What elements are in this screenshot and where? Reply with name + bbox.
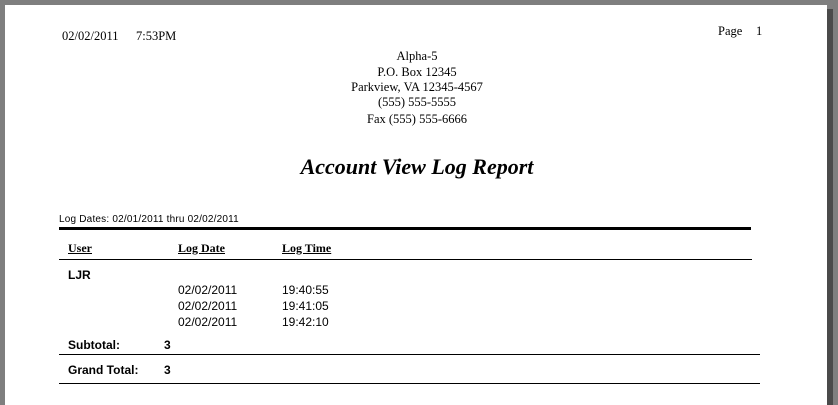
company-address1: P.O. Box 12345 [377, 65, 457, 79]
page-label: Page [718, 24, 743, 38]
column-header-log-date: Log Date [178, 241, 225, 255]
print-time: 7:53PM [136, 29, 177, 43]
table-row-date: 02/02/2011 [178, 299, 238, 313]
group-user: LJR [68, 268, 91, 282]
table-row-date: 02/02/2011 [178, 315, 238, 329]
header-rule [59, 227, 751, 230]
company-fax: Fax (555) 555-6666 [367, 112, 467, 126]
column-header-user: User [68, 241, 92, 255]
subtotal-label: Subtotal: [68, 338, 120, 352]
company-phone: (555) 555-5555 [377, 95, 457, 109]
table-row-date: 02/02/2011 [178, 283, 238, 297]
table-row-time: 19:42:10 [282, 315, 329, 329]
grand-total-label: Grand Total: [68, 363, 139, 377]
grand-total-rule [59, 383, 760, 384]
print-date: 02/02/2011 [62, 29, 119, 43]
grand-total-value: 3 [164, 363, 171, 377]
column-header-rule [59, 259, 752, 260]
column-header-log-time: Log Time [282, 241, 332, 255]
subtotal-rule [59, 354, 760, 355]
report-title: Account View Log Report [300, 154, 534, 179]
company-address2: Parkview, VA 12345-4567 [351, 80, 483, 94]
log-dates: Log Dates: 02/01/2011 thru 02/02/2011 [59, 214, 239, 225]
subtotal-value: 3 [164, 338, 171, 352]
table-row-time: 19:40:55 [282, 283, 329, 297]
page-number: 1 [756, 24, 763, 38]
company-name: Alpha-5 [396, 49, 438, 63]
page-shadow [827, 9, 833, 405]
report-page [5, 5, 827, 405]
table-row-time: 19:41:05 [282, 299, 329, 313]
